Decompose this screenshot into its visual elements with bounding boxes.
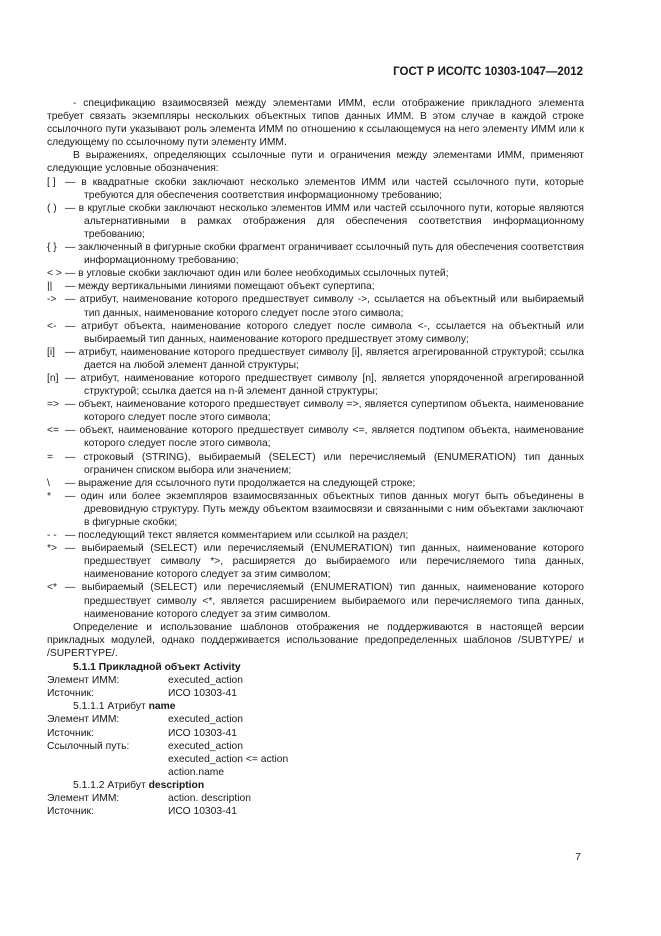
row-key: Ссылочный путь: — [47, 740, 130, 752]
key-value-row — [47, 753, 584, 766]
notation-description: — строковый (STRING), выбираемый (SELECT) или перечисляемый (ENUMERATION) тип данных ограничен списком выбора или значением; — [65, 451, 584, 476]
key-value-row — [47, 766, 584, 779]
intro-lead: В выражениях, определяющих ссылочные пути и ограничения между элементами ИММ, применяют следующие условные обозначения: — [47, 150, 584, 175]
notation-description: — объект, наименование которого предшествует символу <=, является подтипом объекта, наименование которого следует после этого символа; — [65, 425, 584, 450]
key-value-row — [47, 740, 584, 753]
row-value: ИСО 10303-41 — [168, 688, 237, 700]
notation-description: — атрибут, наименование которого предшествует символу [i], является агрегированной структурой; ссылка дается на любой элемент данной структуры; — [65, 346, 584, 371]
notation-item — [47, 581, 584, 620]
attribute-description-rows — [47, 792, 584, 818]
notation-symbol: *> — [47, 543, 58, 555]
notation-description: — выбираемый (SELECT) или перечисляемый (ENUMERATION) тип данных, наименование которого предшествует символу <*, является расширением выбираемого или перечисляемого типа данных, наименование которого следует за этим символом. — [65, 582, 584, 620]
notation-item — [47, 490, 584, 529]
notation-description: — в квадратные скобки заключают несколько элементов ИММ или частей ссылочного пути, которые требуются для обеспечения соответствия информационному требованию; — [65, 176, 584, 201]
page-body — [47, 97, 584, 818]
notation-item — [47, 372, 584, 398]
notation-item — [47, 176, 584, 202]
notation-item — [47, 202, 584, 241]
attribute-name: description — [148, 779, 205, 791]
notation-item — [47, 320, 584, 346]
row-value: ИСО 10303-41 — [168, 806, 237, 818]
attribute-name-heading — [47, 700, 584, 713]
notation-symbol: { } — [47, 242, 57, 254]
notation-symbol: <= — [47, 425, 60, 437]
row-key — [47, 766, 168, 779]
notation-symbol: || — [47, 281, 53, 293]
notation-symbol: -> — [47, 294, 57, 306]
attribute-prefix: 5.1.1.1 Атрибут — [73, 701, 146, 713]
notation-description: — выбираемый (SELECT) или перечисляемый (ENUMERATION) тип данных, наименование которого предшествует символу *>, расширяется до выбираемого или перечисляемого типа данных, наименование которого следует за этим символом; — [65, 543, 584, 581]
notation-symbol: ( ) — [47, 202, 57, 214]
row-value: executed_action — [168, 714, 243, 726]
notation-item — [47, 451, 584, 477]
attribute-name-rows — [47, 713, 584, 778]
row-value: executed_action <= action — [168, 753, 289, 765]
section-title: 5.1.1 Прикладной объект Activity — [73, 662, 241, 674]
notation-item — [47, 542, 584, 581]
key-value-row — [47, 687, 584, 700]
notation-description: — объект, наименование которого предшествует символу =>, является супертипом объекта, наименование которого следует после этого символа; — [65, 399, 584, 424]
row-key — [47, 753, 168, 766]
notation-description: — в угловые скобки заключают один или более необходимых ссылочных путей; — [65, 268, 449, 280]
notation-description: — последующий текст является комментарием или ссылкой на раздел; — [65, 530, 409, 542]
notation-symbol: <- — [47, 320, 57, 332]
key-value-row — [47, 805, 584, 818]
key-value-row — [47, 792, 584, 805]
intro-bullet: - спецификацию взаимосвязей между элементами ИММ, если отображение прикладного элемента требует связать экземпляры нескольких объектных типов данных ИММ. В этом случае в каждой строке ссылочного пути указывают роль элемента ИММ по отношению к ссылающемуся на него элементу ИММ или к следующему по ссылочному пути элементу ИММ. — [47, 98, 584, 149]
notation-description: — в круглые скобки заключают несколько элементов ИММ или частей ссылочного пути, которые являются альтернативными в рамках отображения для обеспечения соответствия информационному требованию; — [65, 202, 584, 240]
notation-item — [47, 346, 584, 372]
notation-description: — между вертикальными линиями помещают объект супертипа; — [65, 281, 375, 293]
row-key: Источник: — [47, 688, 94, 700]
notation-symbol: [n] — [47, 372, 59, 384]
notation-description: — заключенный в фигурные скобки фрагмент ограничивает ссылочный путь для обеспечения соответствия информационному требованию; — [65, 242, 584, 267]
key-value-row — [47, 713, 584, 726]
row-key: Источник: — [47, 806, 94, 818]
row-value: action.name — [168, 766, 225, 778]
notation-symbol: < > — [47, 268, 62, 280]
section-attributes — [47, 674, 584, 700]
notation-symbol: <* — [47, 582, 58, 594]
row-key: Элемент ИММ: — [47, 714, 120, 726]
row-value: action. description — [168, 792, 251, 804]
notation-item — [47, 293, 584, 319]
attribute-name: name — [148, 701, 176, 713]
notation-item — [47, 477, 584, 490]
attribute-prefix: 5.1.1.2 Атрибут — [73, 779, 146, 791]
notation-description: — атрибут, наименование которого предшествует символу [n], является упорядоченной агрегированной структурой; ссылка дается на n-й элемент данной структуры; — [65, 372, 584, 398]
templates-note: Определение и использование шаблонов отображения не поддерживаются в настоящей версии прикладных модулей, однако поддерживается использование предопределенных шаблонов /SUBTYPE/ и /SUPERTYPE/. — [47, 621, 584, 659]
notation-symbol: * — [47, 490, 52, 502]
notation-symbol: - - — [47, 530, 57, 542]
row-key: Элемент ИММ: — [47, 675, 120, 687]
notation-list — [47, 176, 584, 621]
notation-description: — атрибут объекта, наименование которого следует после символа <-, ссылается на объектный или выбираемый тип данных, наименование которого предшествует этому символу; — [65, 320, 584, 345]
notation-description: — один или более экземпляров взаимосвязанных объектных типов данных могут быть объединены в древовидную структуру. Путь между объектом взаимосвязи и связанными с ним объектами заключают в фигурные скобки; — [65, 490, 584, 528]
row-value: executed_action — [168, 675, 243, 687]
document-code-header: ГОСТ Р ИСО/ТС 10303-1047—2012 — [393, 66, 583, 78]
notation-item — [47, 529, 584, 542]
row-value: ИСО 10303-41 — [168, 727, 237, 739]
notation-symbol: \ — [47, 477, 50, 489]
page-number: 7 — [575, 852, 581, 863]
notation-description: — атрибут, наименование которого предшествует символу ->, ссылается на объектный или выбираемый тип данных, наименование которого следует после этого символа; — [65, 294, 584, 319]
notation-symbol: => — [47, 399, 60, 411]
row-value: executed_action — [168, 740, 243, 752]
attribute-description-heading — [47, 779, 584, 792]
notation-symbol: [ ] — [47, 176, 56, 188]
notation-item — [47, 241, 584, 267]
key-value-row — [47, 727, 584, 740]
notation-item — [47, 424, 584, 450]
notation-symbol: = — [47, 451, 54, 463]
key-value-row — [47, 674, 584, 687]
notation-symbol: [i] — [47, 346, 56, 358]
notation-item — [47, 267, 584, 280]
notation-item — [47, 280, 584, 293]
row-key: Элемент ИММ: — [47, 792, 120, 804]
notation-description: — выражение для ссылочного пути продолжается на следующей строке; — [65, 477, 416, 489]
notation-item — [47, 398, 584, 424]
row-key: Источник: — [47, 727, 94, 739]
